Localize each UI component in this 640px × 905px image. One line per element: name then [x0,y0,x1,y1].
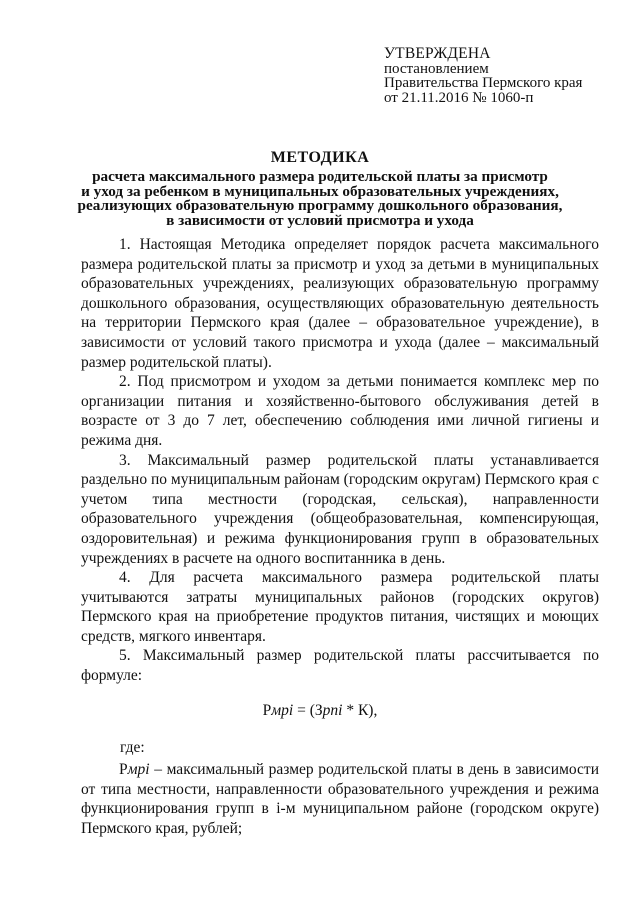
paragraph-3: 3. Максимальный размер родительской платы устанавливается раздельно по муниципальным районам (городским округам) Пермского края с учетом типа местности (городская, сельская), направленности образовательного учреждения (общеобразовательная, компенсирующая, оздоровительная) и режима функционирования групп в образовательных учреждениях в расчете на одного воспитанника в день. [81,451,599,567]
formula-rhs-subscript: рпi [322,702,343,719]
approval-line-approved: УТВЕРЖДЕНА [384,45,491,62]
paragraph-5: 5. Максимальный размер родительской платы рассчитывается по формуле: [81,647,599,685]
paragraph-4: 4. Для расчета максимального размера родительской платы учитываются затраты муниципальных районов (городских округов) Пермского края на приобретение продуктов питания, чистящих и моющих средств, мягкого инвентаря. [81,569,599,645]
subtitle-line: в зависимости от условий присмотра и ухода [166,211,474,229]
formula [0,702,640,720]
definition-subscript: мрi [127,761,150,778]
document-title: МЕТОДИКА [270,149,370,166]
formula-rest: * К), [342,702,378,719]
formula-rhs-symbol: З [314,702,323,719]
definition-symbol: Р [119,761,128,778]
subtitle-line: и уход за ребенком в муниципальных образовательных учреждениях, [81,182,559,200]
paragraph-2: 2. Под присмотром и уходом за детьми понимается комплекс мер по организации питания и хозяйственно-бытового обслуживания детей в возрасте от 3 до 7 лет, обеспечению соблюдения ими личной гигиены и режима дня. [81,373,599,449]
subtitle-line: реализующих образовательную программу дошкольного образования, [77,197,563,214]
paragraph-1: 1. Настоящая Методика определяет порядок расчета максимального размера родительской платы за присмотр и уход за детьми в муниципальных образовательных учреждениях, реализующих образовательную программу дошкольного образования, осуществляющих образовательную деятельность на территории Пермского края (далее – образовательное учреждение), в зависимости от условий такого присмотра и ухода (далее – максимальный размер родительской платы). [81,236,599,371]
approval-stamp [384,47,624,105]
formula-equals: = ( [293,702,315,719]
where-label: где: [120,739,145,756]
formula-lhs-subscript: мрi [271,702,294,719]
document-body [81,235,599,686]
formula-lhs-symbol: Р [262,702,272,719]
approval-line-authority: Правительства Пермского края [384,75,583,91]
approval-line-date-number: от 21.11.2016 № 1060-п [384,89,534,106]
subtitle-line: расчета максимального размера родительской платы за присмотр [92,168,548,185]
definition-text: – максимальный размер родительской платы в день в зависимости от типа местности, направленности образовательного учреждения и режима функционирования групп в i-м муниципальном районе (городском округе) Пермского края, рублей; [81,761,599,837]
approval-line-resolution: постановлением [384,60,489,77]
document-subtitle [0,170,640,228]
definition-paragraph [81,760,599,838]
